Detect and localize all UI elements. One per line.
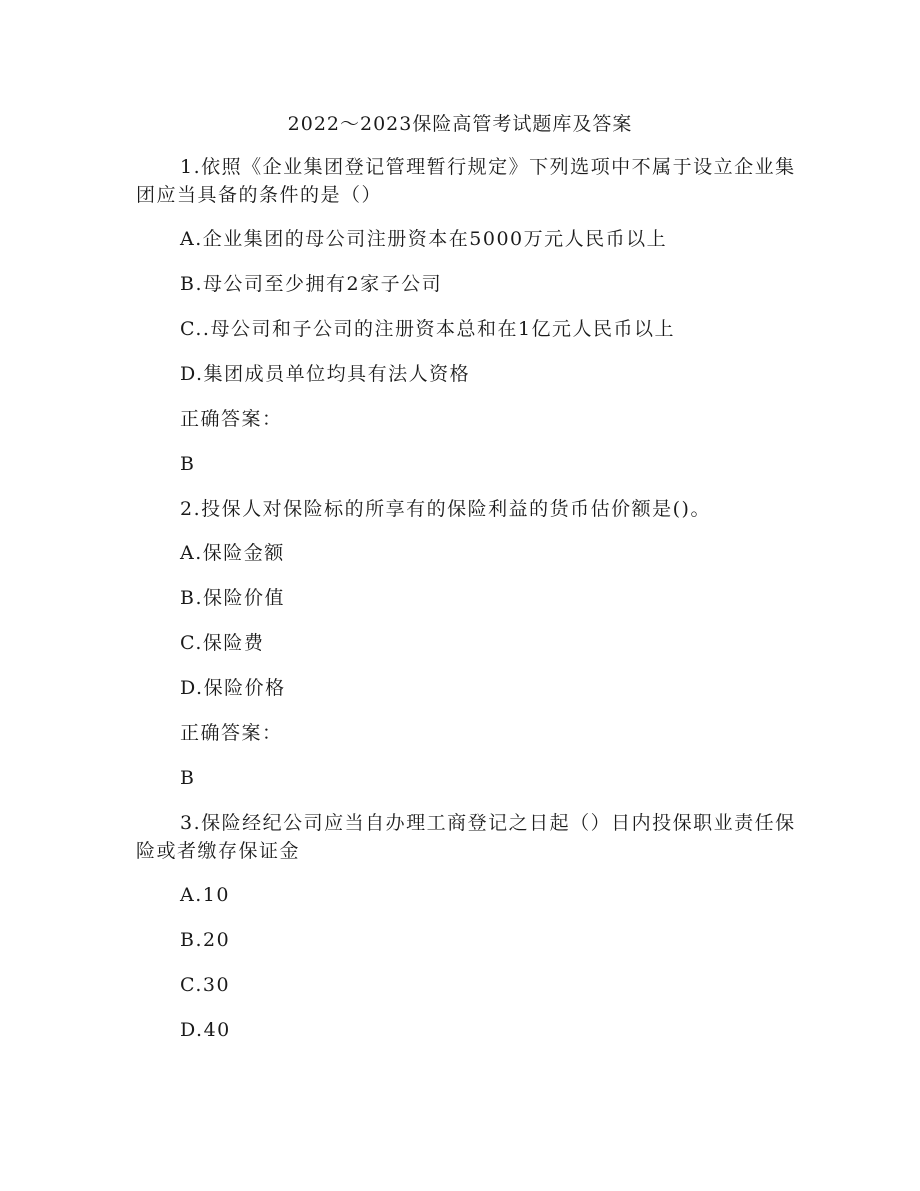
question-text: 1.依照《企业集团登记管理暂行规定》下列选项中不属于设立企业集团应当具备的条件的是（） (136, 156, 796, 206)
document-title: 2022～2023保险高管考试题库及答案 (287, 113, 633, 135)
question-1 (136, 153, 796, 478)
document-body (136, 153, 796, 1061)
option-b: B.20 (180, 929, 231, 951)
answer-label: 正确答案： (180, 408, 283, 430)
question-3 (136, 809, 796, 1044)
answer-value: B (180, 767, 196, 789)
option-d: D.集团成员单位均具有法人资格 (180, 363, 471, 385)
question-text: 3.保险经纪公司应当自办理工商登记之日起（）日内投保职业责任保险或者缴存保证金 (136, 812, 796, 862)
option-a: A.企业集团的母公司注册资本在5000万元人民币以上 (180, 228, 668, 250)
option-d: D.40 (180, 1019, 231, 1041)
option-b: B.保险价值 (180, 587, 286, 609)
question-text: 2.投保人对保险标的所享有的保险利益的货币估价额是()。 (180, 498, 711, 520)
option-d: D.保险价格 (180, 677, 286, 699)
option-a: A.10 (180, 884, 230, 906)
answer-label: 正确答案： (180, 722, 283, 744)
option-c: C.30 (180, 974, 231, 996)
question-2 (136, 495, 796, 792)
option-c: C.保险费 (180, 632, 265, 654)
option-c: C..母公司和子公司的注册资本总和在1亿元人民币以上 (180, 318, 676, 340)
option-b: B.母公司至少拥有2家子公司 (180, 273, 443, 295)
answer-value: B (180, 453, 196, 475)
option-a: A.保险金额 (180, 542, 285, 564)
